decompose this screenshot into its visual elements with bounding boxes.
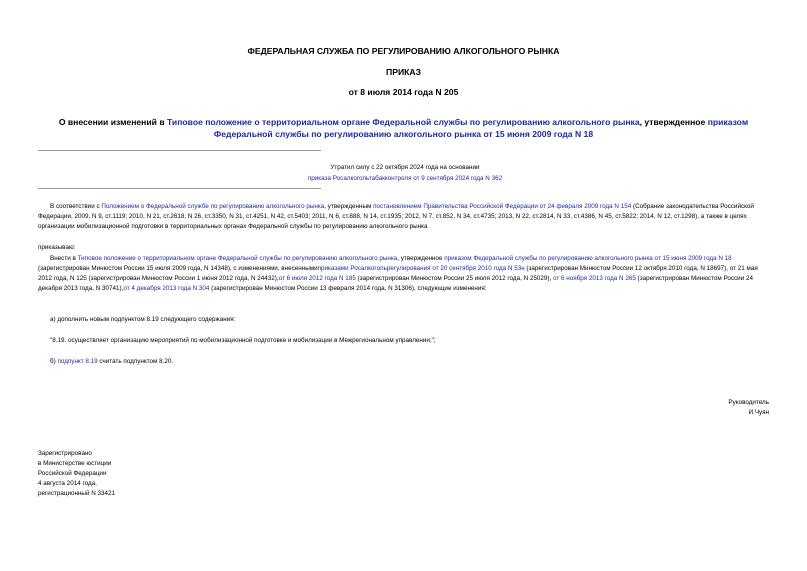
main-text-5: (зарегистрирован Минюстом России 25 июля 2012 года, N 25029), <box>355 275 553 282</box>
item-b-text-2: считать подпунктом 8.20. <box>97 358 174 365</box>
main-text-7: (зарегистрирован Минюстом России 13 февраля 2014 года, N 31306), следующие изменения: <box>209 285 487 292</box>
status-note <box>290 162 520 184</box>
title-link-typical-regulation[interactable]: Типовое положение о территориальном органе Федеральной службы по регулированию алкогольного рынка <box>167 117 640 127</box>
link-government-decree-154[interactable]: постановлением Правительства Российской Федерации от 24 февраля 2009 года N 154 <box>373 203 632 210</box>
preamble-paragraph <box>38 202 771 232</box>
link-order-304[interactable]: от 4 декабря 2013 года N 304 <box>123 285 210 292</box>
title-link-order-18[interactable]: приказом Федеральной службы по регулированию алкогольного рынка от 15 июня 2009 года N 18 <box>213 117 749 139</box>
doc-type: ПРИКАЗ <box>386 67 421 77</box>
link-order-53n[interactable]: приказами Росалкогольрегулирования от 20 сентября 2010 года N 53н <box>317 265 525 272</box>
signature-block <box>728 398 769 418</box>
main-text-1: Внести в <box>50 255 78 262</box>
main-text-4: (зарегистрирован Минюстом России 12 октября 2010 года, N 18697), от 21 мая 2012 года, N 125 (зарегистрирован Минюстом России 1 июня 2012 года, N 24432), <box>38 265 758 282</box>
main-text-6: (зарегистрирован Минюстом России 24 декабря 2013 года, N 30741), <box>38 275 753 292</box>
divider-top <box>38 150 321 151</box>
item-b-text-1: б) <box>50 358 58 365</box>
document-title <box>30 116 777 140</box>
registration-line: регистрационный N 33421 <box>38 490 116 497</box>
registration-block <box>38 449 115 499</box>
registration-line: 4 августа 2014 года, <box>38 480 97 487</box>
signature-role: Руководитель <box>728 399 769 406</box>
preamble-text-2: , утвержденным <box>324 203 374 210</box>
agency-name: ФЕДЕРАЛЬНАЯ СЛУЖБА ПО РЕГУЛИРОВАНИЮ АЛКОГОЛЬНОГО РЫНКА <box>247 46 560 56</box>
link-order-265[interactable]: от 6 ноября 2013 года N 265 <box>553 275 636 282</box>
link-typical-regulation[interactable]: Типовое положение о территориальном органе Федеральной службы по регулированию алкогольного рынка <box>77 255 398 262</box>
main-text-2: , утвержденное <box>397 255 445 262</box>
preamble-text-3: (Собрание законодательства Российской Федерации, 2009, N 9, ст.1119; 2010, N 21, ст.2618, N 26, ст.3350, N 31, ст.4251, N 42, ст.5403; 2011, N 6, ст.888, N 14, ст.1935; 2012, N 7, ст.852, N 34, ст.4735; 2013, N 22, ст.2814, N 33, ст.4386, N 45, ст.5822; 2014, N 12, ст.1298), а также в целях организации мобилизационной подготовки в территориальных органах Федеральной службы по регулированию алкогольного рынка <box>38 203 754 230</box>
title-prefix: О внесении изменений в <box>58 117 167 127</box>
link-order-185[interactable]: от 6 июля 2012 года N 185 <box>278 275 356 282</box>
registration-line: Российской Федерации <box>38 470 107 477</box>
registration-line: в Министерстве юстиции <box>38 460 112 467</box>
status-note-link[interactable]: приказа Росалкогольтабакконтроля от 9 сентября 2024 года N 362 <box>307 175 503 182</box>
main-paragraph <box>38 254 771 294</box>
order-word: приказываю: <box>38 244 76 251</box>
item-a: а) дополнить новым подпунктом 8.19 следующего содержания: <box>50 316 236 323</box>
divider-bottom <box>38 188 321 189</box>
link-subpoint-8-19[interactable]: подпункт 8.19 <box>57 358 98 365</box>
item-quote: "8.19. осуществляет организацию мероприятий по мобилизационной подготовке и мобилизации в Межрегиональном управлении;"; <box>50 337 436 344</box>
signature-name: И.Чуян <box>748 409 769 416</box>
main-text-3: (зарегистрирован Минюстом России 15 июля 2009 года, N 14348), с изменениями, внесенными <box>38 265 318 272</box>
doc-date-number: от 8 июля 2014 года N 205 <box>348 87 459 97</box>
link-regulation-fsrar[interactable]: Положением о Федеральной службе по регулированию алкогольного рынка <box>101 203 325 210</box>
link-order-18[interactable]: приказом Федеральной службы по регулированию алкогольного рынка от 15 июня 2009 года N 18 <box>444 255 732 262</box>
item-b <box>38 357 771 367</box>
preamble-text-1: В соответствии с <box>50 203 102 210</box>
title-middle: , утвержденное <box>639 117 708 127</box>
status-note-text: Утратил силу с 22 октября 2024 года на основании <box>330 164 480 171</box>
registration-line: Зарегистрировано <box>38 450 92 457</box>
